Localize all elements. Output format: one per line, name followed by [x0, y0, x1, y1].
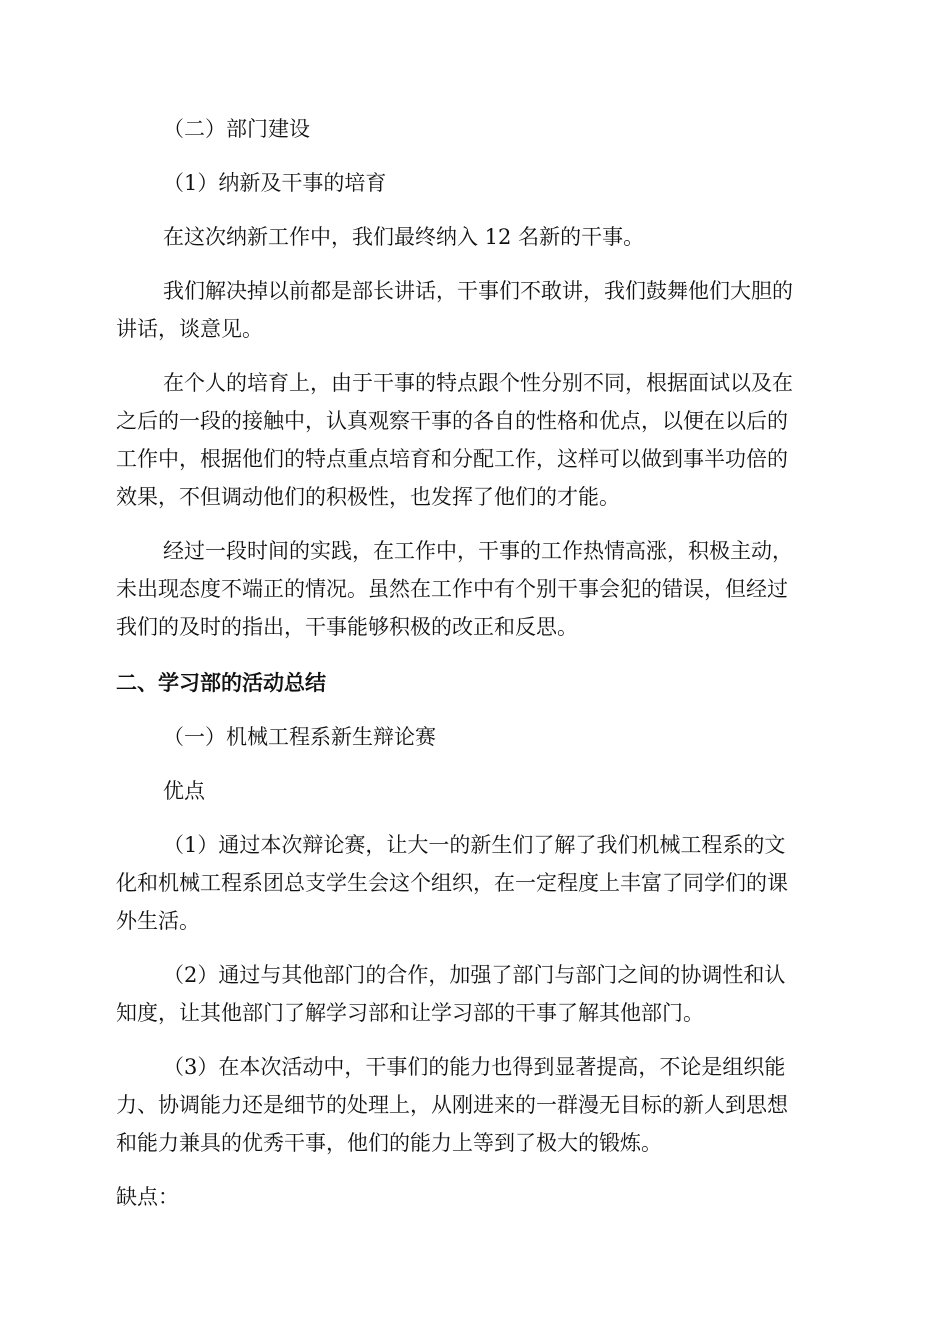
section-heading-activity-summary: 二、学习部的活动总结 — [116, 671, 326, 695]
advantage-2-line-2: 知度，让其他部门了解学习部和让学习部的干事了解其他部门。 — [116, 1001, 704, 1025]
subheading-department-building: （二）部门建设 — [163, 117, 310, 141]
subheading-debate: （一）机械工程系新生辩论赛 — [163, 725, 436, 749]
paragraph-practice-line-3: 我们的及时的指出，干事能够积极的改正和反思。 — [116, 615, 578, 639]
paragraph-encouragement-line-1: 我们解决掉以前都是部长讲话，干事们不敢讲，我们鼓舞他们大胆的 — [163, 279, 793, 303]
advantage-3-line-1: （3）在本次活动中，干事们的能力也得到显著提高，不论是组织能 — [163, 1055, 786, 1079]
advantage-1-line-1: （1）通过本次辩论赛，让大一的新生们了解了我们机械工程系的文 — [163, 833, 786, 857]
label-disadvantages: 缺点： — [116, 1185, 179, 1209]
advantage-3-line-2: 力、协调能力还是细节的处理上，从刚进来的一群漫无目标的新人到思想 — [116, 1093, 788, 1117]
paragraph-encouragement-line-2: 讲话，谈意见。 — [116, 317, 263, 341]
paragraph-recruitment: 在这次纳新工作中，我们最终纳入 12 名新的干事。 — [163, 225, 645, 249]
paragraph-training-line-3: 工作中，根据他们的特点重点培育和分配工作，这样可以做到事半功倍的 — [116, 447, 788, 471]
label-advantages: 优点 — [163, 779, 205, 803]
advantage-1-line-3: 外生活。 — [116, 909, 200, 933]
paragraph-training-line-4: 效果，不但调动他们的积极性，也发挥了他们的才能。 — [116, 485, 620, 509]
subheading-recruitment: （1）纳新及干事的培育 — [163, 171, 387, 195]
paragraph-training-line-2: 之后的一段的接触中，认真观察干事的各自的性格和优点，以便在以后的 — [116, 409, 788, 433]
advantage-1-line-2: 化和机械工程系团总支学生会这个组织，在一定程度上丰富了同学们的课 — [116, 871, 788, 895]
paragraph-practice-line-1: 经过一段时间的实践，在工作中，干事的工作热情高涨，积极主动， — [163, 539, 793, 563]
paragraph-practice-line-2: 未出现态度不端正的情况。虽然在工作中有个别干事会犯的错误，但经过 — [116, 577, 788, 601]
paragraph-training-line-1: 在个人的培育上，由于干事的特点跟个性分别不同，根据面试以及在 — [163, 371, 793, 395]
advantage-3-line-3: 和能力兼具的优秀干事，他们的能力上等到了极大的锻炼。 — [116, 1131, 662, 1155]
advantage-2-line-1: （2）通过与其他部门的合作，加强了部门与部门之间的协调性和认 — [163, 963, 786, 987]
